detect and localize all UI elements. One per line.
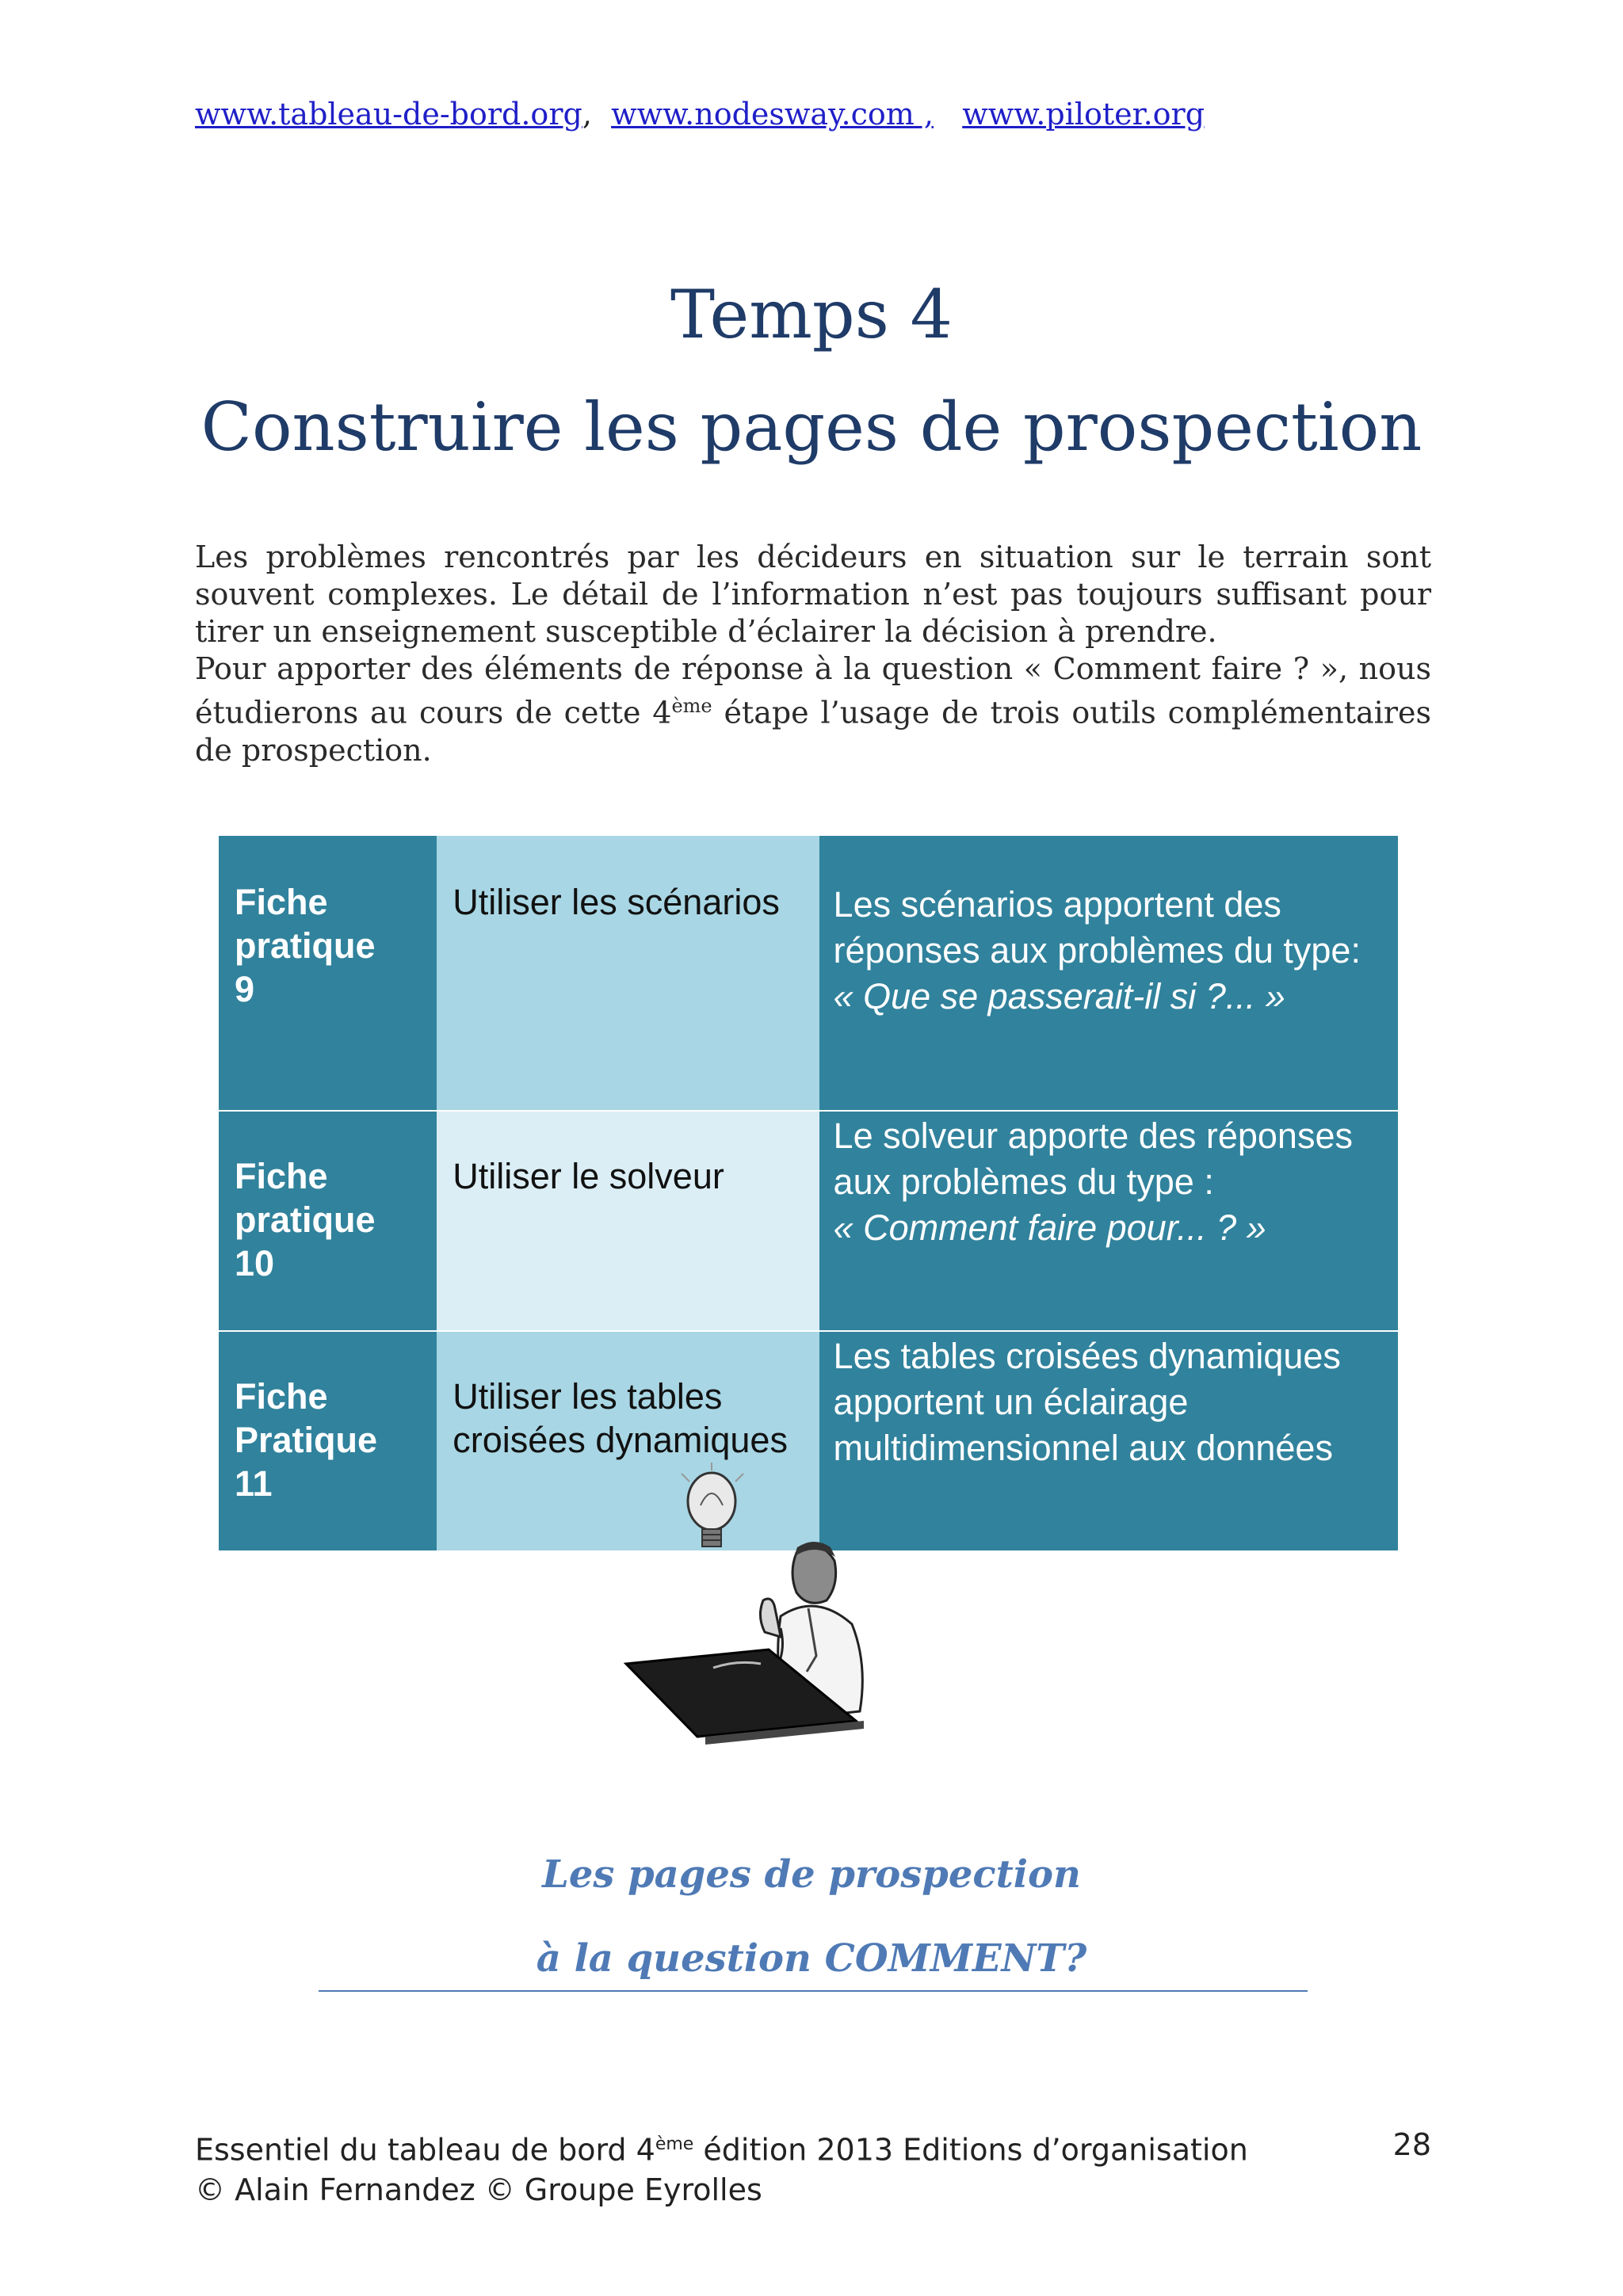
- thinking-man-lightbulb-illustration: [618, 1458, 903, 1767]
- outil-cell: Utiliser le solveur: [437, 1111, 819, 1331]
- divider: [319, 1990, 1308, 1992]
- intro-text: [195, 539, 1431, 769]
- page-number: 28: [1392, 2127, 1431, 2162]
- lightbulb-icon: [682, 1463, 743, 1547]
- fiches-table: [219, 836, 1398, 1552]
- intro-paragraph-2: Pour apporter des éléments de réponse à la question « Comment faire ? », nous étudierons au cours de cette 4ème étape l’usage de trois outils complémentaires de prospection.: [195, 651, 1431, 768]
- link-tableau-de-bord[interactable]: www.tableau-de-bord.org: [195, 97, 582, 132]
- outil-cell: Utiliser les tables croisées dynamiques: [437, 1331, 819, 1551]
- footer-line-1: Essentiel du tableau de bord 4ème édition 2013 Editions d’organisation: [195, 2132, 1248, 2168]
- link-nodesway[interactable]: www.nodesway.com ,: [611, 97, 934, 132]
- description-cell: Le solveur apporte des réponses aux problèmes du type : « Comment faire pour... ? »: [819, 1111, 1398, 1331]
- caption-line-2: à la question COMMENT?: [536, 1936, 1087, 1981]
- intro-paragraph-1: Les problèmes rencontrés par les décideurs en situation sur le terrain sont souvent complexes. Le détail de l’information n’est pas toujours suffisant pour tirer un enseignement susceptible d’éclairer la décision à prendre.: [195, 540, 1431, 649]
- description-cell: Les scénarios apportent des réponses aux problèmes du type: « Que se passerait-il si ?... »: [819, 836, 1398, 1111]
- page-title: Temps 4: [670, 276, 953, 353]
- footer-line-2: © Alain Fernandez © Groupe Eyrolles: [195, 2172, 762, 2207]
- description-cell: Les tables croisées dynamiques apportent un éclairage multidimensionnel aux données: [819, 1331, 1398, 1551]
- header-links: [195, 97, 1205, 132]
- table-row: [219, 836, 1398, 1111]
- fiche-cell: Fiche Pratique 11: [219, 1331, 437, 1551]
- table-row: [219, 1111, 1398, 1331]
- fiche-cell: Fiche pratique 10: [219, 1111, 437, 1331]
- fiche-cell: Fiche pratique 9: [219, 836, 437, 1111]
- caption-line-1: Les pages de prospection: [542, 1852, 1081, 1897]
- outil-cell: Utiliser les scénarios: [437, 836, 819, 1111]
- page-subtitle: Construire les pages de prospection: [200, 388, 1423, 466]
- link-piloter[interactable]: www.piloter.org: [962, 97, 1205, 132]
- header-separator: ,: [582, 97, 592, 132]
- footer: [195, 2125, 1431, 2210]
